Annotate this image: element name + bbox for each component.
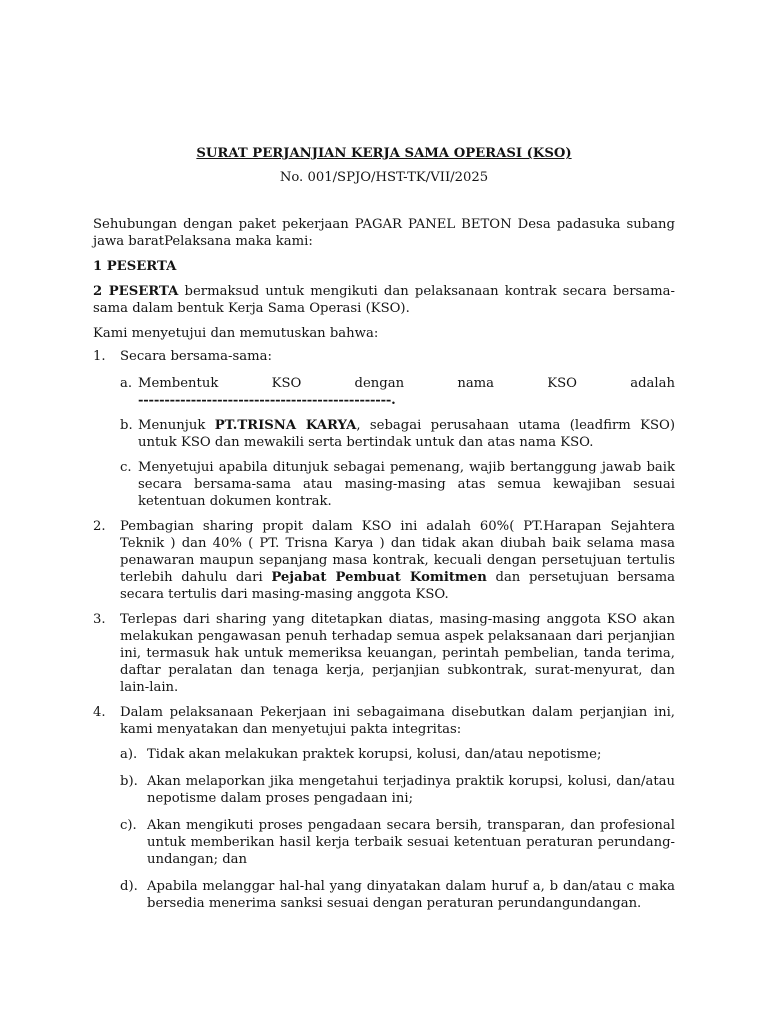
list-item-3-number: 3. <box>93 612 106 627</box>
peserta-1-label: 1 PESERTA <box>93 259 177 274</box>
list-item-2-number: 2. <box>93 519 106 534</box>
list-item-2 <box>93 518 675 603</box>
peserta-2-paragraph <box>93 283 675 317</box>
document-number: No. 001/SPJO/HST-TK/VII/2025 <box>279 170 489 185</box>
list-item-4c-text: Akan mengikuti proses pengadaan secara bersih, transparan, dan profesional untuk memberikan hasil kerja terbaik sesuai ketentuan peraturan perundang-undangan; dan <box>147 818 675 867</box>
list-item-2-pre: Pembagian sharing propit dalam KSO ini adalah 60%( PT.Harapan Sejahtera Teknik ) dan 40% ( PT. Trisna Karya ) dan tidak akan diubah baik selama masa penawaran maupun sepanjang masa kontrak, kecuali dengan persetujuan tertulis terlebih dahulu dari <box>120 519 675 585</box>
list-item-4a-label: a). <box>120 747 138 762</box>
list-item-1-text: Secara bersama-sama: <box>120 349 272 364</box>
list-item-1c <box>120 459 675 510</box>
list-item-1a-text: Membentuk KSO dengan nama KSO adalah <box>138 376 675 391</box>
ppk-name: Pejabat Pembuat Komitmen <box>271 570 487 585</box>
list-item-1c-text: Menyetujui apabila ditunjuk sebagai pemenang, wajib bertanggung jawab baik secara bersama-sama atau masing-masing atas semua kewajiban sesuai ketentuan dokumen kontrak. <box>138 460 675 509</box>
list-item-4c-label: c). <box>120 818 137 833</box>
list-item-4b-label: b). <box>120 774 138 789</box>
list-item-1b-pre: Menunjuk <box>138 418 215 433</box>
list-item-4a <box>120 746 675 763</box>
document-body <box>93 216 675 912</box>
list-item-1b-post: , sebagai perusahaan utama (leadfirm KSO) untuk KSO dan mewakili serta bertindak untuk dan atas nama KSO. <box>138 418 676 450</box>
list-item-4-number: 4. <box>93 705 106 720</box>
list-item-1 <box>93 348 675 365</box>
list-item-1b <box>120 417 675 451</box>
peserta-2-text: bermaksud untuk mengikuti dan pelaksanaan kontrak secara bersama-sama dalam bentuk Kerja Sama Operasi (KSO). <box>93 284 675 316</box>
list-item-1a-label: a. <box>120 376 133 391</box>
list-item-4c <box>120 817 675 868</box>
peserta-1 <box>93 258 675 275</box>
list-item-1a <box>120 375 675 409</box>
list-item-1-number: 1. <box>93 349 106 364</box>
list-item-4d-label: d). <box>120 879 138 894</box>
peserta-2-label: 2 PESERTA <box>93 284 179 299</box>
list-item-4d-text: Apabila melanggar hal-hal yang dinyatakan dalam huruf a, b dan/atau c maka bersedia menerima sanksi sesuai dengan peraturan perundangundangan. <box>147 879 675 911</box>
list-item-4d <box>120 878 675 912</box>
list-item-4b <box>120 773 675 807</box>
list-item-2-post: dan persetujuan bersama secara tertulis dari masing-masing anggota KSO. <box>120 570 675 602</box>
list-item-4-text: Dalam pelaksanaan Pekerjaan ini sebagaimana disebutkan dalam perjanjian ini, kami menyatakan dan menyetujui pakta integritas: <box>120 705 675 737</box>
document-title: SURAT PERJANJIAN KERJA SAMA OPERASI (KSO) <box>196 146 572 161</box>
list-item-4 <box>93 704 675 738</box>
list-item-1b-label: b. <box>120 418 133 433</box>
list-item-1c-label: c. <box>120 460 132 475</box>
blank-line: ------------------------------------------------. <box>138 393 396 408</box>
intro-paragraph: Sehubungan dengan paket pekerjaan PAGAR PANEL BETON Desa padasuka subang jawa baratPelaksana maka kami: <box>93 217 675 249</box>
list-item-3-text: Terlepas dari sharing yang ditetapkan diatas, masing-masing anggota KSO akan melakukan pengawasan penuh terhadap semua aspek pelaksanaan dari perjanjian ini, termasuk hak untuk memeriksa keuangan, perintah pembelian, tanda terima, daftar peralatan dan tenaga kerja, perjanjian subkontrak, surat-menyurat, dan lain-lain. <box>120 612 675 695</box>
agreement-intro: Kami menyetujui dan memutuskan bahwa: <box>93 326 379 341</box>
leadfirm-name: PT.TRISNA KARYA <box>214 418 357 433</box>
list-item-4a-text: Tidak akan melakukan praktek korupsi, kolusi, dan/atau nepotisme; <box>147 747 602 762</box>
list-item-3 <box>93 611 675 696</box>
list-item-4b-text: Akan melaporkan jika mengetahui terjadinya praktik korupsi, kolusi, dan/atau nepotisme dalam proses pengadaan ini; <box>147 774 675 806</box>
